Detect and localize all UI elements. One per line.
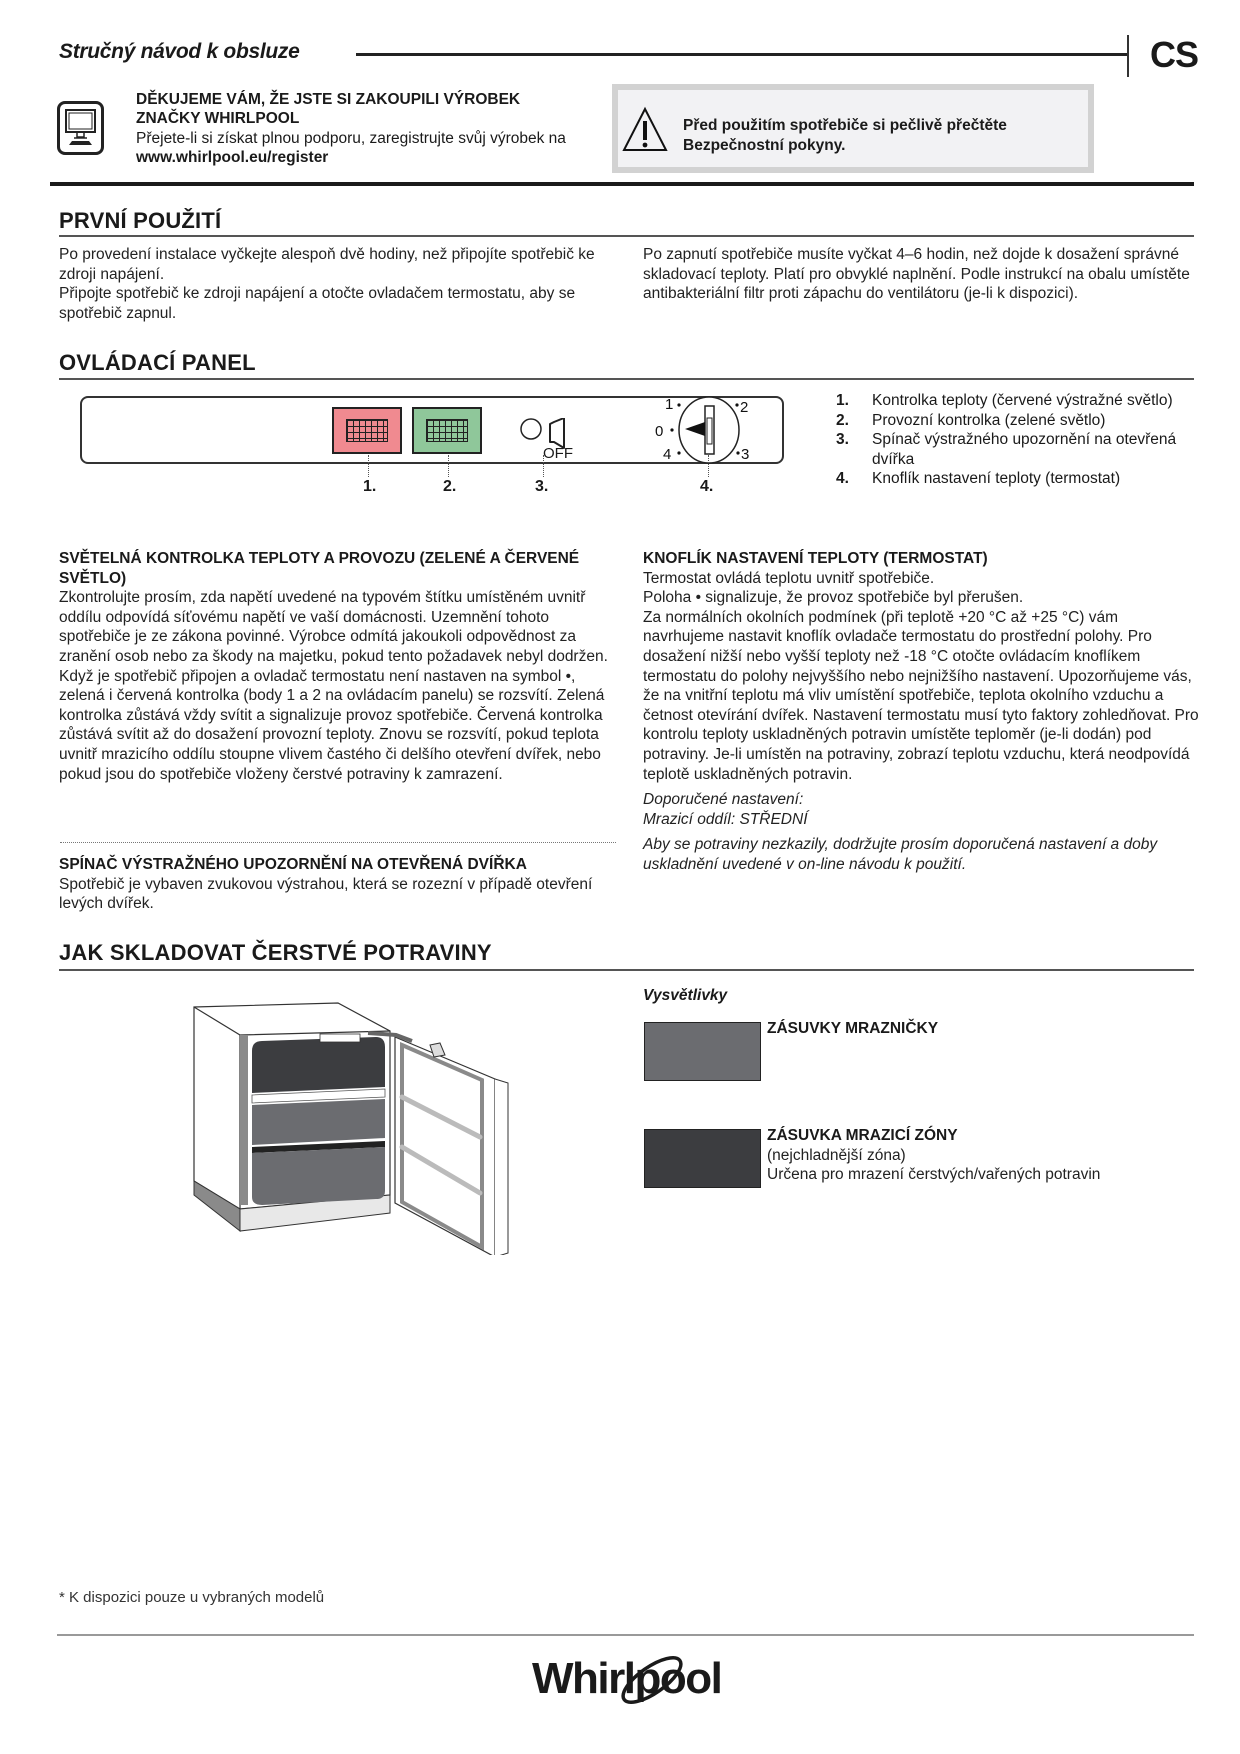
section-rule <box>59 969 1194 971</box>
paragraph: Zkontrolujte prosím, zda napětí uvedené na typovém štítku umístěném uvnitř oddílu odpovídá síťovému napětí ve vaší domácnosti. Uzemnění tohoto spotřebiče je ze zákona povinné. Výrobce odmítá jakoukoli odpovědnost za zranění osob nebo za škody na majetku, pokud tento požadavek nebyl dodržen. <box>59 589 608 665</box>
callout-leader <box>708 455 709 477</box>
svg-text:1: 1 <box>665 396 674 413</box>
callout-1: 1. <box>363 478 377 495</box>
legend-item: 3. Spínač výstražného upozornění na otevřená dvířka <box>836 431 1177 468</box>
callout-3: 3. <box>535 478 549 495</box>
paragraph: Když je spotřebič připojen a ovladač termostatu není nastaven na symbol •, zelená i červená kontrolka (body 1 a 2 na ovládacím panelu) se rozsvítí. Zelená kontrolka zůstává vždy svítit a signalizuje provoz spotřebiče. Červená kontrolka zůstává svítit až do dosažení provozní teploty. Znovu se rozsvítí, pokud teplota uvnitř mrazicího oddílu stoupne vlivem častého či delšího otevření dvířek, nebo pokud jsou do spotřebiče vloženy čerstvé potraviny k zamrazení. <box>59 667 605 783</box>
callout-leader <box>368 455 369 477</box>
freezing-zone-note: (nejchladnější zóna) <box>767 1146 906 1164</box>
door-alarm-title: SPÍNAČ VÝSTRAŽNÉHO UPOZORNĚNÍ NA OTEVŘENÁ DVÍŘKA <box>59 856 527 873</box>
document-title: Stručný návod k obsluze <box>59 40 300 63</box>
header-rule <box>50 182 1194 186</box>
first-use-right: Po zapnutí spotřebiče musíte vyčkat 4–6 hodin, než dojde k dosažení správné skladovací teploty. Platí pro obvyklé naplnění. Podle instrukcí na obalu umístěte antibakteriální filtr proti zápachu do ventilátoru (je-li k dispozici). <box>643 246 1190 303</box>
recommended-settings <box>643 790 1203 829</box>
freezer-drawers-swatch <box>644 1022 761 1081</box>
freezing-zone-swatch <box>644 1129 761 1188</box>
lights-title: SVĚTELNÁ KONTROLKA TEPLOTY A PROVOZU (ZELENÉ A ČERVENÉ SVĚTLO) <box>59 550 580 587</box>
door-alarm-section <box>59 855 624 914</box>
paragraph: Za normálních okolních podmínek (při teplotě +20 °C až +25 °C) vám navrhujeme nastavit knoflík ovladače termostatu do prostřední polohy. Pro dosažení nižší nebo vyšší teploty než -18 °C otočte ovládacím knoflíkem termostatu do polohy nejvyššího nebo nejnižšího nastavení. Upozorňujeme vás, že na vnitřní teplotu má vliv umístění spotřebiče, teplota okolního vzduchu a četnost otevírání dvířek. Nastavení termostatu musí tyto faktory zohledňovat. Pro kontrolu teploty uskladněných potravin umístěte teploměr (je-li dodán) pod potraviny. Je-li umístěn na potraviny, zobrazí teplotu vzduchu, která neodpovídá teplotě uskladněných potravin. <box>643 608 1199 783</box>
thermostat-dial-icon <box>645 396 755 469</box>
legend-title: Vysvětlivky <box>643 987 728 1004</box>
legend-item: 1. Kontrolka teploty (červené výstražné světlo) <box>836 392 1173 409</box>
section-rule <box>59 235 1194 237</box>
freezer-drawers-label: ZÁSUVKY MRAZNIČKY <box>767 1020 939 1037</box>
title-rule <box>356 53 1128 56</box>
off-label: OFF <box>543 445 573 462</box>
temperature-light-red <box>332 407 402 454</box>
freezing-zone-label: ZÁSUVKA MRAZICÍ ZÓNY <box>767 1127 958 1144</box>
footnote: * K dispozici pouze u vybraných modelů <box>59 1589 325 1606</box>
callout-4: 4. <box>700 478 714 495</box>
first-use-title: PRVNÍ POUŽITÍ <box>59 208 222 233</box>
thermostat-title: KNOFLÍK NASTAVENÍ TEPLOTY (TERMOSTAT) <box>643 550 988 567</box>
legend-item: 2. Provozní kontrolka (zelené světlo) <box>836 411 1106 429</box>
lights-section <box>59 549 624 784</box>
svg-text:2: 2 <box>740 399 749 416</box>
warning-text: Před použitím spotřebiče si pečlivě přečtěte Bezpečnostní pokyny. <box>683 117 1007 154</box>
brand-wordmark: Whirlpool <box>532 1654 722 1703</box>
section-rule <box>59 378 1194 380</box>
lights-body <box>59 588 624 784</box>
paragraph: Poloha • signalizuje, že provoz spotřebiče byl přerušen. <box>643 589 1024 607</box>
recommended-value: Mrazicí oddíl: STŘEDNÍ <box>643 810 808 828</box>
thanks-text-prefix: Přejete-li si získat plnou podporu, zaregistrujte svůj výrobek na <box>136 130 566 147</box>
thanks-text <box>136 129 576 167</box>
recommended-label: Doporučené nastavení: <box>643 791 804 809</box>
storage-title: JAK SKLADOVAT ČERSTVÉ POTRAVINY <box>59 940 492 965</box>
svg-text:0: 0 <box>655 423 664 440</box>
callout-leader <box>543 455 544 477</box>
computer-monitor-icon <box>57 101 104 155</box>
callout-leader <box>448 455 449 477</box>
control-panel-legend <box>836 391 1216 489</box>
thermostat-section <box>643 549 1203 875</box>
storage-note: Aby se potraviny nezkazily, dodržujte prosím doporučená nastavení a doby uskladnění uvedené v on-line návodu k použití. <box>643 836 1158 873</box>
first-use-left <box>59 245 619 323</box>
freezing-zone-legend <box>767 1126 1207 1185</box>
language-code: CS <box>1150 34 1199 75</box>
freezing-zone-purpose: Určena pro mrazení čerstvých/vařených potravin <box>767 1166 1101 1184</box>
paragraph: Termostat ovládá teplotu uvnitř spotřebiče. <box>643 569 935 587</box>
paragraph: Po provedení instalace vyčkejte alespoň dvě hodiny, než připojíte spotřebič ke zdroji napájení. <box>59 246 595 283</box>
dotted-divider <box>60 842 616 843</box>
operation-light-green <box>412 407 482 454</box>
svg-text:3: 3 <box>741 446 750 463</box>
title-divider <box>1127 35 1129 77</box>
svg-text:4: 4 <box>663 446 672 463</box>
control-panel-title: OVLÁDACÍ PANEL <box>59 350 256 375</box>
thanks-title: DĚKUJEME VÁM, ŽE JSTE SI ZAKOUPILI VÝROBEK ZNAČKY WHIRLPOOL <box>136 91 521 127</box>
whirlpool-logo <box>532 1650 732 1710</box>
footer-rule <box>57 1634 1194 1636</box>
door-alarm-body: Spotřebič je vybaven zvukovou výstrahou, která se rozezní v případě otevření levých dvířek. <box>59 875 593 913</box>
thermostat-body <box>643 569 1203 785</box>
warning-triangle-icon <box>621 106 669 159</box>
paragraph: Připojte spotřebič ke zdroji napájení a otočte ovladačem termostatu, aby se spotřebič zapnul. <box>59 285 576 322</box>
register-link[interactable]: www.whirlpool.eu/register <box>136 149 329 166</box>
legend-item: 4. Knoflík nastavení teploty (termostat) <box>836 470 1121 488</box>
freezer-illustration <box>190 995 510 1260</box>
callout-2: 2. <box>443 478 457 495</box>
